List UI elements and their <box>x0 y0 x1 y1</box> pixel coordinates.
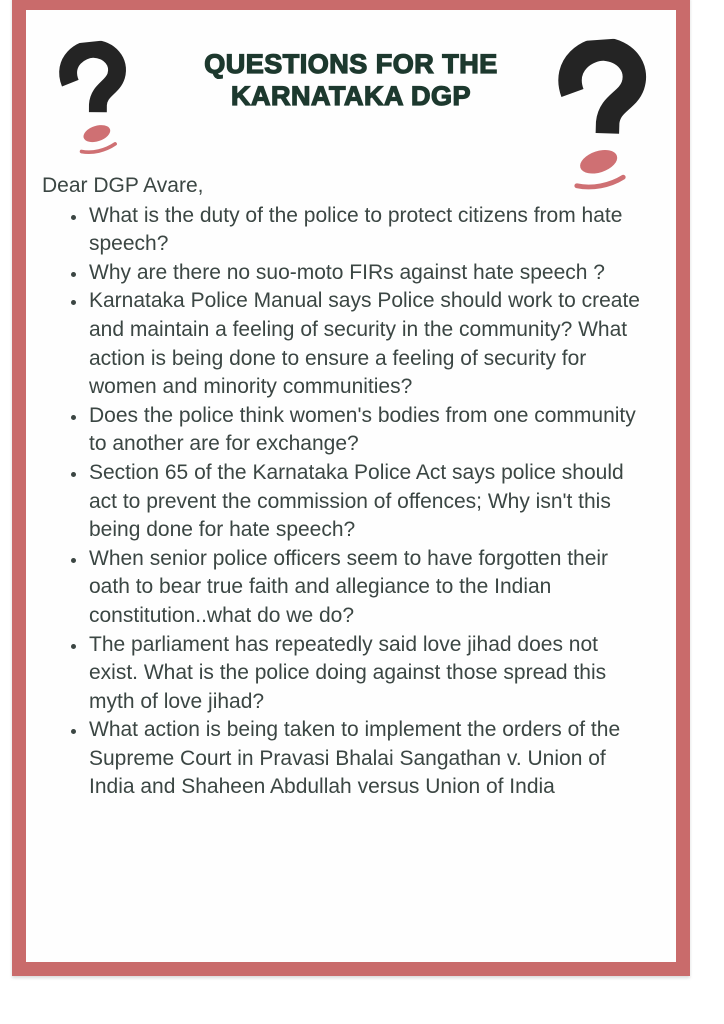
question-item: • When senior police officers seem to have forgotten their oath to bear true faith and allegiance to the Indian constitution..what do we do? <box>88 545 648 631</box>
question-list <box>42 202 648 802</box>
question-item: • Section 65 of the Karnataka Police Act says police should act to prevent the commission of offences; Why isn't this being done for hate speech? <box>88 459 648 545</box>
letter-body <box>42 172 648 802</box>
question-item: • Why are there no suo-moto FIRs against hate speech ? <box>88 259 648 288</box>
question-item: • What action is being taken to implement the orders of the Supreme Court in Pravasi Bhalai Sangathan v. Union of India and Shaheen Abdullah versus Union of India <box>88 716 648 802</box>
page-title-line2: KARNATAKA DGP <box>231 81 471 111</box>
question-item: • What is the duty of the police to protect citizens from hate speech? <box>88 202 648 259</box>
question-item: • Karnataka Police Manual says Police should work to create and maintain a feeling of security in the community? What action is being done to ensure a feeling of security for women and minority communities? <box>88 287 648 401</box>
salutation: Dear DGP Avare, <box>42 174 204 197</box>
question-item: • The parliament has repeatedly said love jihad does not exist. What is the police doing against those spread this myth of love jihad? <box>88 631 648 717</box>
question-item: • Does the police think women's bodies from one community to another are for exchange? <box>88 402 648 459</box>
page-title-line1: QUESTIONS FOR THE <box>204 49 498 79</box>
framed-card <box>12 0 690 976</box>
